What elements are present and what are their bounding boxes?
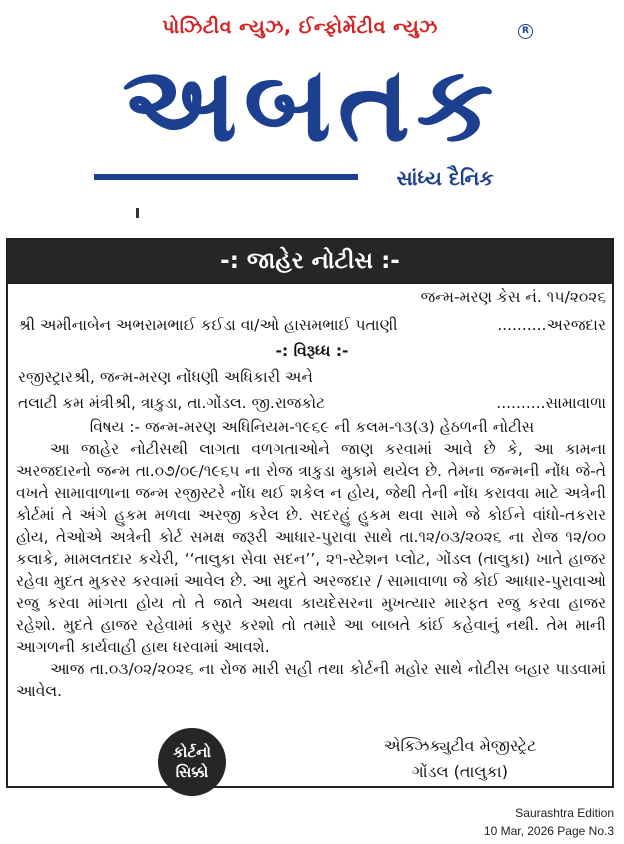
case-number: જન્મ-મરણ કેસ નં. ૧૫/૨૦૨૬: [420, 288, 606, 306]
notice-body: [16, 438, 606, 702]
notice-subject: વિષય :- જન્મ-મરણ અધિનિયમ-૧૯૬૯ ની કલમ-૧૩(૩) હેઠળની નોટીસ: [89, 418, 535, 436]
respondent-role: ..........સામાવાળા: [496, 394, 606, 412]
masthead-tagline: પોઝિટીવ ન્યુઝ, ઈન્ફોર્મેટીવ ન્યુઝ: [162, 16, 438, 38]
applicant-role: ..........અરજદાર: [497, 316, 606, 334]
notice-title: -: જાહેર નોટીસ :-: [8, 240, 612, 282]
respondent-line-1: રજીસ્ટ્રારશ્રી, જન્મ-મરણ નોંધણી અધિકારી અને: [18, 368, 313, 386]
signatory-title: એક્ઝિક્યુટીવ મેજીસ્ટ્રેટ: [383, 736, 537, 755]
seal-line-2: સિક્કો: [175, 763, 209, 781]
masthead: [0, 0, 624, 215]
print-mark: [136, 208, 139, 218]
respondent-office: તલાટી કમ મંત્રીશ્રી, ત્રાકુડા, તા.ગોંડલ. જી.રાજકોટ: [18, 394, 326, 412]
edition-info: [484, 804, 614, 840]
newspaper-logo: અબતક: [122, 43, 500, 165]
seal-line-1: કોર્ટનો: [173, 743, 211, 761]
signatory-place: ગોંડલ (તાલુકા): [412, 762, 508, 781]
logo-underline: [94, 174, 358, 180]
masthead-subtitle: સાંધ્ય દૈનિક: [396, 166, 494, 190]
edition-date-page: 10 Mar, 2026 Page No.3: [483, 824, 614, 838]
edition-name: Saurashtra Edition: [515, 806, 614, 820]
respondent-line-2: [18, 392, 606, 414]
applicant-line: [18, 314, 606, 336]
public-notice: [6, 238, 614, 788]
body-paragraph: આ જાહેર નોટીસથી લાગતા વળગતાઓને જાણ કરવામાં આવે છે કે, આ કામના અરજદારનો જન્મ તા.૦૭/૦૯/૧૯૬૫ ના રોજ ત્રાકુડા મુકામે થયેલ છે. તેમના જન્મની નોંધ જે-તે વખતે સામાવાળાના જન્મ રજીસ્ટરે નોંધ થઈ શકેલ ન હોય, જેથી તેની નોંધ કરાવવા માટે અત્રેની કોર્ટમાં તે અંગે હુકમ મળવા અરજી કરેલ છે. સદરહું હુકમ થવા સામે જે કોઈને વાંધો-તકરાર હોય, તેઓએ અત્રેની કોર્ટ સમક્ષ જરૂરી આધાર-પુરાવા સાથે તા.૧૨/૦૩/૨૦૨૬ ના રોજ ૧૨/૦૦ કલાકે, મામલતદાર કચેરી, ‘‘તાલુકા સેવા સદન’’, ૨૧-સ્ટેશન પ્લોટ, ગોંડલ (તાલુકા) ખાતે હાજર રહેવા મુદત મુકરર કરવામાં આવેલ છે. આ મુદતે અરજદાર / સામાવાળા જે કોઈ આધાર-પુરાવાઓ રજુ કરવા માંગતા હોય તો તે જાતે અથવા કાયદેસરના મુખત્યાર મારફત રજુ કરવા હાજર રહેશો. મુદતે હાજર રહેવામાં કસુર કરશો તો તમારે આ બાબતે કાંઈ કહેવાનું નથી. તેમ માની આગળની કાર્યવાહી હાથ ધરવામાં આવશે.: [16, 440, 606, 656]
registered-mark-icon: R: [518, 24, 533, 39]
applicant-name: શ્રી અમીનાબેન અભરામભાઈ કઈડા વા/ઓ હાસમભાઈ પતાણી: [18, 316, 398, 334]
court-seal: [158, 728, 226, 796]
versus-heading: -: વિરૂધ્ધ :-: [275, 342, 349, 360]
notice-divider: [8, 282, 612, 284]
closing-paragraph: આજ તા.૦૩/૦૨/૨૦૨૬ ના રોજ મારી સહી તથા કોર્ટની મહોર સાથે નોટીસ બહાર પાડવામાં આવેલ.: [16, 660, 606, 700]
